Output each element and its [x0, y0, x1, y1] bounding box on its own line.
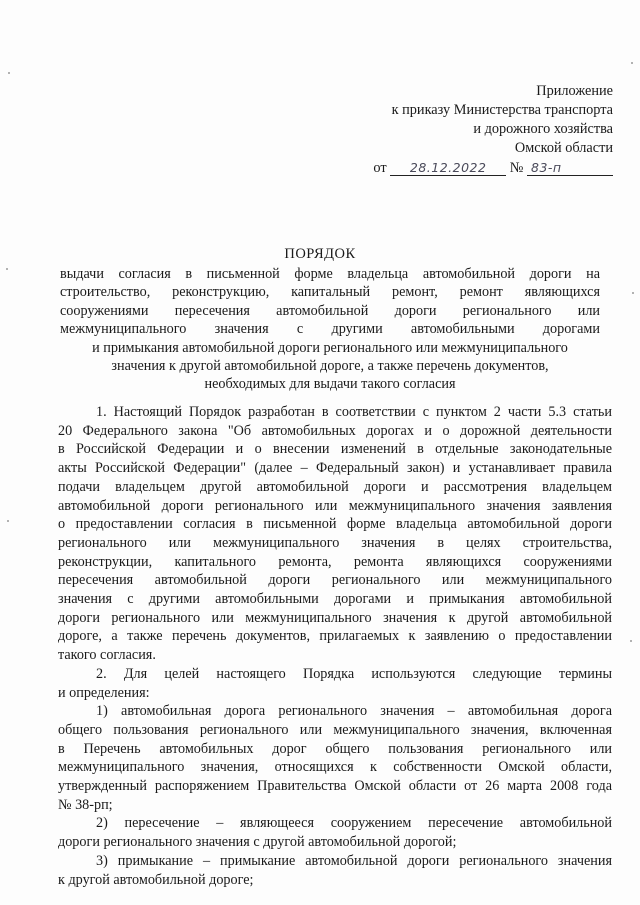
body-line: 2) пересечение – являющееся сооружением пересечение автомобильной [96, 815, 612, 832]
subtitle-line: выдачи согласия в письменной форме владельца автомобильной дороги на [60, 266, 600, 282]
order-date-line [373, 159, 613, 178]
document-subtitle [60, 265, 600, 394]
body-line: № 38-рп; [58, 796, 113, 813]
appendix-line: Приложение [536, 83, 613, 99]
date-prefix: от [373, 160, 387, 176]
appendix-line: к приказу Министерства транспорта [391, 102, 613, 118]
handwritten-number: 83-п [527, 160, 613, 176]
body-line: к другой автомобильной дороге; [58, 871, 254, 888]
body-line: дороги регионального значения с другой автомобильной дорогой; [58, 834, 457, 851]
body-line: автомобильной дороги регионального или межмуниципального значения заявления [58, 497, 612, 514]
subtitle-line: и примыкания автомобильной дороги регионального или межмуниципального [92, 339, 568, 356]
scan-speck [631, 62, 633, 64]
body-line: и определения: [58, 684, 150, 701]
scan-speck [6, 268, 8, 270]
handwritten-date: 28.12.2022 [390, 160, 506, 176]
number-prefix: № [509, 160, 524, 176]
scan-speck [632, 292, 634, 294]
subtitle-line: необходимых для выдачи такого согласия [204, 376, 456, 393]
body-line: пересечения автомобильной дороги регионального или межмуниципального [58, 572, 612, 589]
body-line: дороге, а также перечень документов, прилагаемых к заявлению о предоставлении [58, 628, 612, 645]
appendix-line: и дорожного хозяйства [473, 121, 613, 137]
scan-speck [8, 72, 10, 74]
body-line: такого согласия. [58, 647, 156, 664]
scan-speck [630, 640, 632, 642]
body-line: 20 Федерального закона "Об автомобильных дорогах и о дорожной деятельности [58, 422, 612, 439]
body-line: 1. Настоящий Порядок разработан в соответствии с пунктом 2 части 5.3 статьи [96, 404, 612, 420]
appendix-line: Омской области [514, 140, 613, 156]
body-line: межмуниципального значения, относящихся к собственности Омской области, [58, 759, 612, 776]
document-body [58, 403, 612, 889]
subtitle-line: значения к другой автомобильной дороге, а также перечень документов, [111, 358, 549, 375]
body-line: утвержденный распоряжением Правительства Омской области от 26 марта 2008 года [58, 778, 612, 795]
scan-speck [7, 520, 9, 522]
body-line: акты Российской Федерации" (далее – Федеральный закон) и устанавливает правила [58, 460, 612, 477]
body-line: 2. Для целей настоящего Порядка используются следующие термины [96, 665, 612, 682]
body-line: значения с другими автомобильными дорогами и примыкания автомобильной [58, 591, 612, 608]
document-title: ПОРЯДОК [284, 246, 356, 262]
body-line: реконструкции, капитального ремонта, ремонта являющихся сооружениями [58, 553, 612, 570]
appendix-block [373, 82, 613, 178]
subtitle-line: межмуниципального значения с другими автомобильными дорогами [60, 321, 600, 338]
body-line: регионального или межмуниципального значения в целях строительства, [58, 534, 612, 551]
body-line: 1) автомобильная дорога регионального значения – автомобильная дорога [96, 703, 612, 720]
body-line: подачи владельцем другой автомобильной дороги и рассмотрения владельцем [58, 478, 612, 495]
body-line: дороги регионального или межмуниципального значения к другой автомобильной [58, 609, 612, 626]
body-line: 3) примыкание – примыкание автомобильной дороги регионального значения [96, 852, 612, 869]
body-line: в Перечень автомобильных дорог общего пользования регионального или [58, 740, 612, 757]
body-line: в Российской Федерации и о внесении изменений в отдельные законодательные [58, 441, 612, 458]
subtitle-line: сооружениями пересечения автомобильной дороги регионального или [60, 302, 600, 319]
subtitle-line: строительство, реконструкцию, капитальный ремонт, ремонт являющихся [60, 284, 600, 301]
body-line: о предоставлении согласия в письменной форме владельца автомобильной дороги [58, 516, 612, 533]
body-line: общего пользования регионального или межмуниципального значения, включенная [58, 721, 612, 738]
